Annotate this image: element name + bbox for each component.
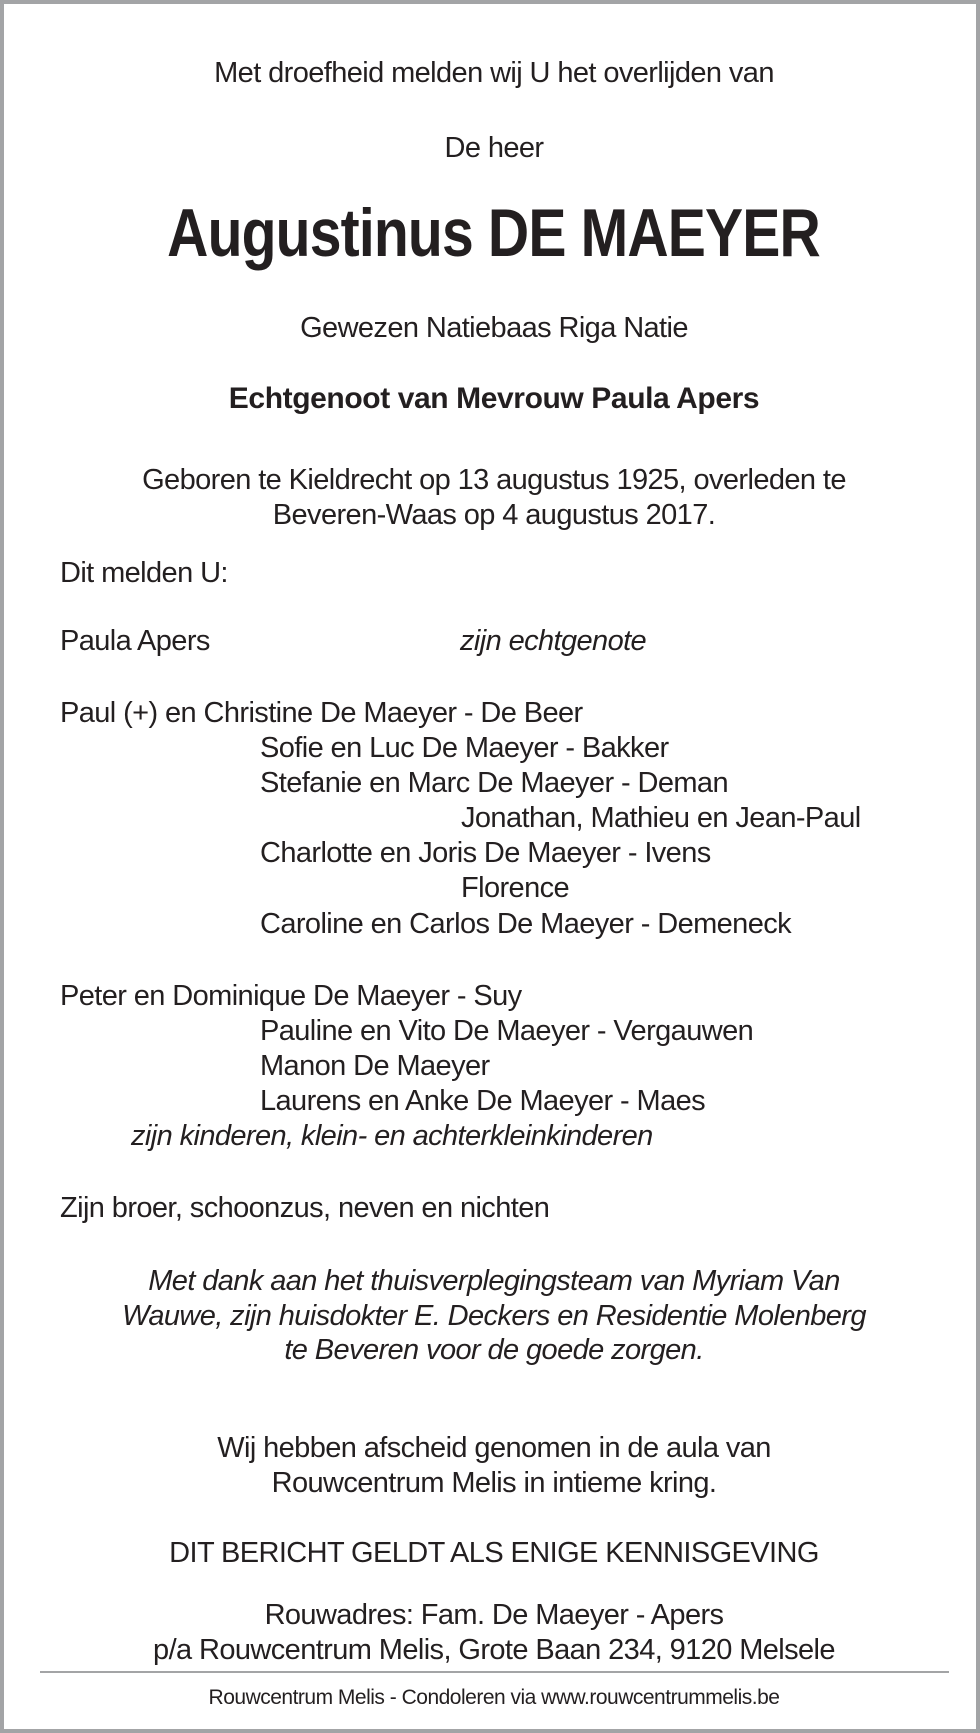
family-member: Sofie en Luc De Maeyer - Bakker <box>260 732 669 764</box>
thanks-line-1: Met dank aan het thuisverplegingsteam van Myriam Van <box>148 1265 840 1297</box>
spouse-relation: zijn echtgenote <box>460 625 647 657</box>
farewell-line-1: Wij hebben afscheid genomen in de aula van <box>217 1432 771 1464</box>
family-intro: Dit melden U: <box>60 557 228 589</box>
birth-death-line-1: Geboren te Kieldrecht op 13 augustus 1925, overleden te <box>142 464 846 496</box>
children-caption: zijn kinderen, klein- en achterkleinkinderen <box>131 1120 653 1152</box>
spouse-name: Paula Apers <box>60 625 210 657</box>
footer-divider <box>40 1671 949 1673</box>
salutation: De heer <box>444 132 544 164</box>
birth-death-line-2: Beveren-Waas op 4 augustus 2017. <box>272 499 716 531</box>
farewell-line-2: Rouwcentrum Melis in intieme kring. <box>271 1467 717 1499</box>
family-member: Charlotte en Joris De Maeyer - Ivens <box>260 837 711 869</box>
family-member: Jonathan, Mathieu en Jean-Paul <box>461 802 861 834</box>
family-member: Pauline en Vito De Maeyer - Vergauwen <box>260 1015 754 1047</box>
name-heading-wrap <box>4 195 980 271</box>
deceased-name: Augustinus DE MAEYER <box>167 195 821 271</box>
family-member: Paul (+) en Christine De Maeyer - De Beer <box>60 697 583 729</box>
intro-text: Met droefheid melden wij U het overlijden van <box>214 57 774 89</box>
family-member: Florence <box>461 872 570 904</box>
family-member: Laurens en Anke De Maeyer - Maes <box>260 1085 706 1117</box>
other-relatives: Zijn broer, schoonzus, neven en nichten <box>60 1192 550 1224</box>
address-line-1: Rouwadres: Fam. De Maeyer - Apers <box>264 1599 724 1631</box>
thanks-line-2: Wauwe, zijn huisdokter E. Deckers en Residentie Molenberg <box>122 1300 866 1332</box>
family-member: Stefanie en Marc De Maeyer - Deman <box>260 767 728 799</box>
notice-text: DIT BERICHT GELDT ALS ENIGE KENNISGEVING <box>169 1537 819 1569</box>
footer-text: Rouwcentrum Melis - Condoleren via www.rouwcentrummelis.be <box>208 1686 780 1709</box>
family-member: Manon De Maeyer <box>260 1050 490 1082</box>
occupation: Gewezen Natiebaas Riga Natie <box>300 312 688 344</box>
address-line-2: p/a Rouwcentrum Melis, Grote Baan 234, 9120 Melsele <box>153 1634 835 1666</box>
spouse-line: Echtgenoot van Mevrouw Paula Apers <box>228 382 760 415</box>
thanks-line-3: te Beveren voor de goede zorgen. <box>284 1334 704 1366</box>
family-member: Caroline en Carlos De Maeyer - Demeneck <box>260 908 792 940</box>
family-member: Peter en Dominique De Maeyer - Suy <box>60 980 522 1012</box>
